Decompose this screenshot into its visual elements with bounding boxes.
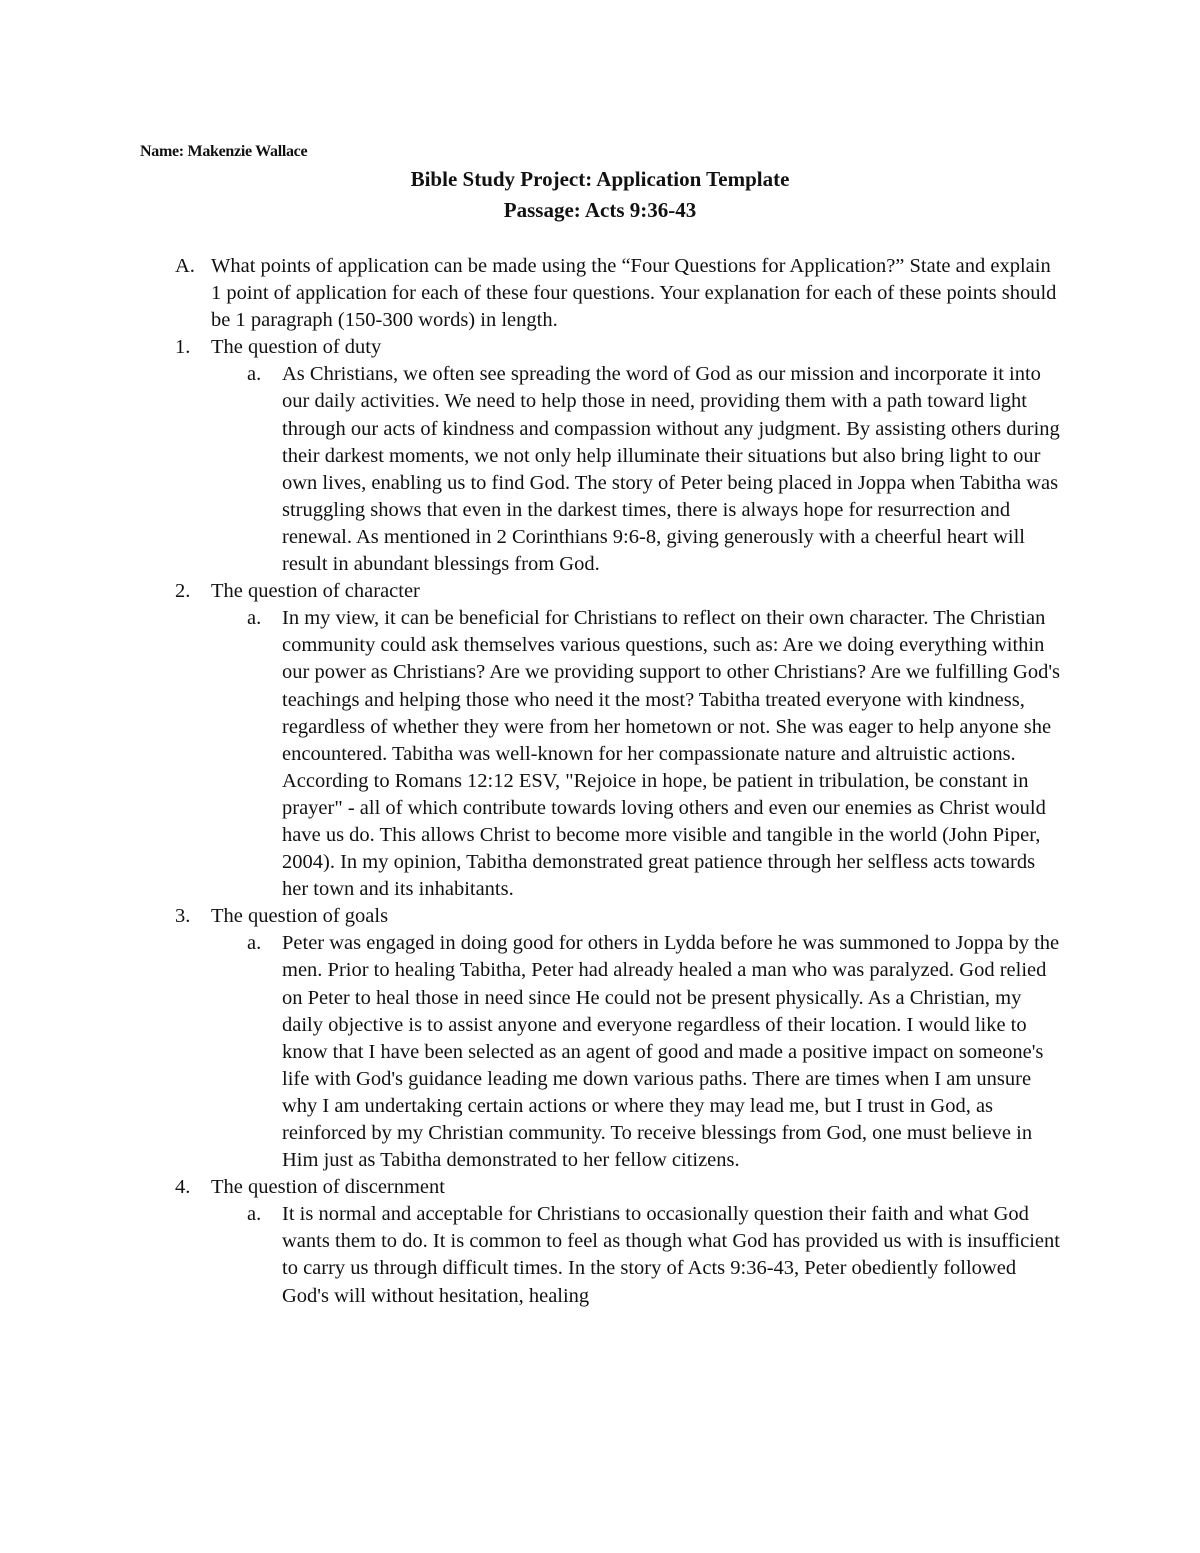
answer-marker: a. — [247, 607, 262, 630]
answer-item-discernment — [0, 1201, 1200, 1309]
document-title: Bible Study Project: Application Template — [410, 167, 790, 191]
document-body — [0, 253, 1200, 1310]
answer-text: In my view, it can be beneficial for Christians to reflect on their own character. The Christian community could ask themselves various questions, such as: Are we doing everything within our power as Christians? Are we providing support to other Christians? Are we fulfilling God's teachings and helping those who need it the most? Tabitha treated everyone with kindness, regardless of whether they were from her hometown or not. She was eager to help anyone she encountered. Tabitha was well-known for her compassionate nature and altruistic actions. According to Romans 12:12 ESV, "Rejoice in hope, be patient in tribulation, be constant in prayer" - all of which contribute towards loving others and even our enemies as Christ would have us do. This allows Christ to become more visible and tangible in the world (John Piper, 2004). In my opinion, Tabitha demonstrated great patience through her selfless acts towards her town and its inhabitants. — [282, 607, 1061, 901]
answer-marker: a. — [247, 363, 262, 386]
answer-item-goals — [0, 930, 1200, 1174]
answer-text: As Christians, we often see spreading the word of God as our mission and incorporate it into our daily activities. We need to help those in need, providing them with a path toward light through our acts of kindness and compassion without any judgment. By assisting others during their darkest moments, we not only help illuminate their situations but also bring light to our own lives, enabling us to find God. The story of Peter being placed in Joppa when Tabitha was struggling shows that even in the darkest times, there is always hope for resurrection and renewal. As mentioned in 2 Corinthians 9:6-8, giving generously with a cheerful heart will result in abundant blessings from God. — [282, 363, 1060, 576]
answer-text: It is normal and acceptable for Christians to occasionally question their faith and what God wants them to do. It is common to feel as though what God has provided us with is insufficient to carry us through difficult times. In the story of Acts 9:36-43, Peter obediently followed God's will without hesitation, healing — [282, 1203, 1060, 1307]
intro-marker: A. — [175, 255, 195, 277]
intro-item — [0, 253, 1200, 334]
question-number: 2. — [175, 580, 191, 603]
answer-marker: a. — [247, 1203, 262, 1226]
answer-item-duty — [0, 361, 1200, 578]
question-item-character — [0, 578, 1200, 605]
question-title: The question of character — [211, 580, 420, 603]
student-name: Name: Makenzie Wallace — [140, 143, 308, 160]
passage-reference: Passage: Acts 9:36-43 — [503, 198, 697, 222]
question-title: The question of goals — [211, 905, 389, 928]
question-item-discernment — [0, 1174, 1200, 1201]
intro-text: What points of application can be made using the “Four Questions for Application?” State and explain 1 point of application for each of these four questions. Your explanation for each of these points should be 1 paragraph (150-300 words) in length. — [211, 255, 1057, 332]
question-title: The question of duty — [211, 336, 382, 359]
question-item-duty — [0, 334, 1200, 361]
answer-marker: a. — [247, 932, 262, 955]
answer-item-character — [0, 605, 1200, 903]
question-number: 4. — [175, 1176, 191, 1199]
question-number: 3. — [175, 905, 191, 928]
question-item-goals — [0, 903, 1200, 930]
answer-text: Peter was engaged in doing good for others in Lydda before he was summoned to Joppa by the men. Prior to healing Tabitha, Peter had already healed a man who was paralyzed. God relied on Peter to heal those in need since He could not be present physically. As a Christian, my daily objective is to assist anyone and everyone regardless of their location. I would like to know that I have been selected as an agent of good and made a positive impact on someone's life with God's guidance leading me down various paths. There are times when I am unsure why I am undertaking certain actions or where they may lead me, but I trust in God, as reinforced by my Christian community. To receive blessings from God, one must believe in Him just as Tabitha demonstrated to her fellow citizens. — [282, 932, 1060, 1172]
question-number: 1. — [175, 336, 191, 359]
question-title: The question of discernment — [211, 1176, 445, 1199]
